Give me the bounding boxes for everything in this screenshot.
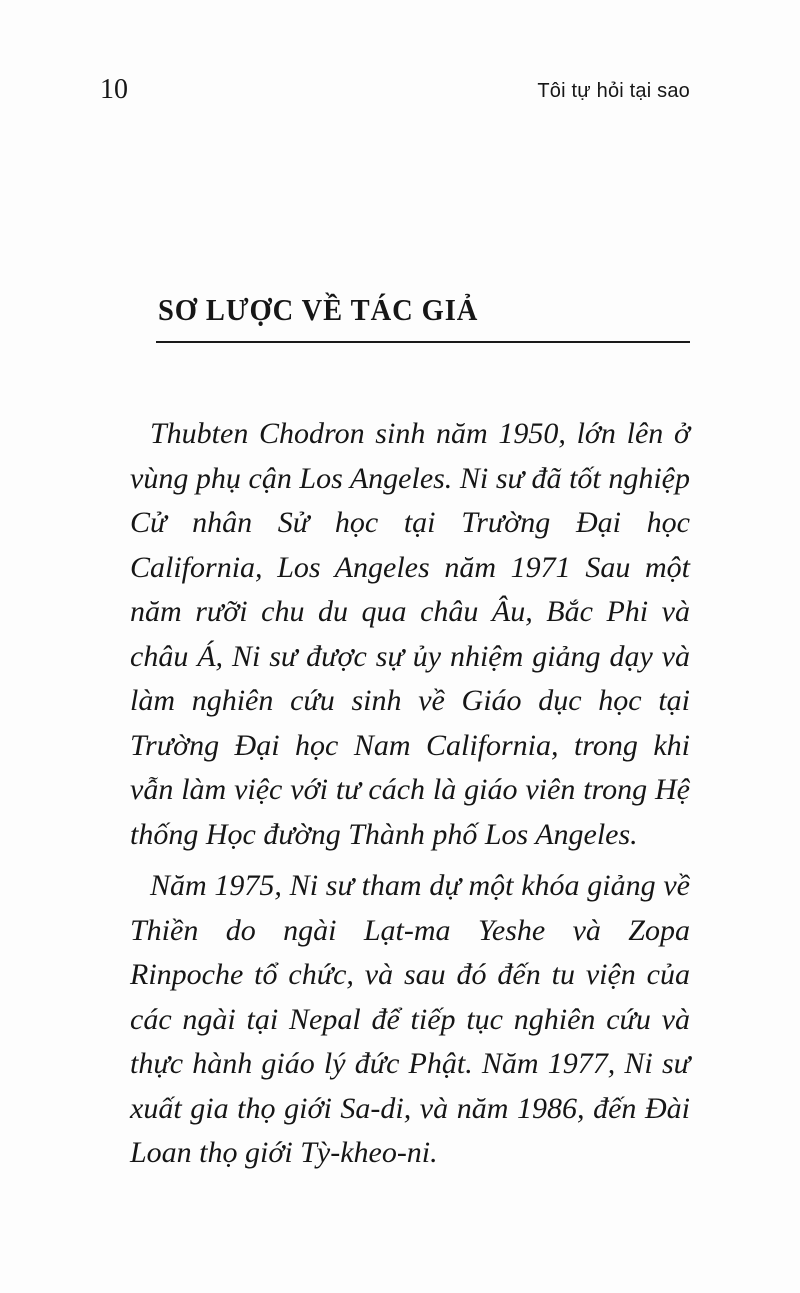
heading-underline	[156, 341, 690, 343]
book-title: Tôi tự hỏi tại sao	[537, 80, 690, 102]
section-heading: SƠ LƯỢC VỀ TÁC GIẢ	[158, 292, 479, 327]
paragraph-biography-ordination: Năm 1975, Ni sư tham dự một khóa giảng về Thiền do ngài Lạt-ma Yeshe và Zopa Rinpoche tổ chức, và sau đó đến tu viện của các ngài tại Nepal để tiếp tục nghiên cứu và thực hành giáo lý đức Phật. Năm 1977, Ni sư xuất gia thọ giới Sa-di, và năm 1986, đến Đài Loan thọ giới Tỳ-kheo-ni.	[130, 869, 690, 1169]
body-text	[130, 412, 690, 1176]
running-header	[100, 70, 690, 110]
page-number: 10	[100, 74, 128, 105]
paragraph-biography-early-life: Thubten Chodron sinh năm 1950, lớn lên ở vùng phụ cận Los Angeles. Ni sư đã tốt nghiệp Cử nhân Sử học tại Trường Đại học California, Los Angeles năm 1971 Sau một năm rưỡi chu du qua châu Âu, Bắc Phi và châu Á, Ni sư được sự ủy nhiệm giảng dạy và làm nghiên cứu sinh về Giáo dục học tại Trường Đại học Nam California, trong khi vẫn làm việc với tư cách là giáo viên trong Hệ thống Học đường Thành phố Los Angeles.	[130, 417, 690, 851]
